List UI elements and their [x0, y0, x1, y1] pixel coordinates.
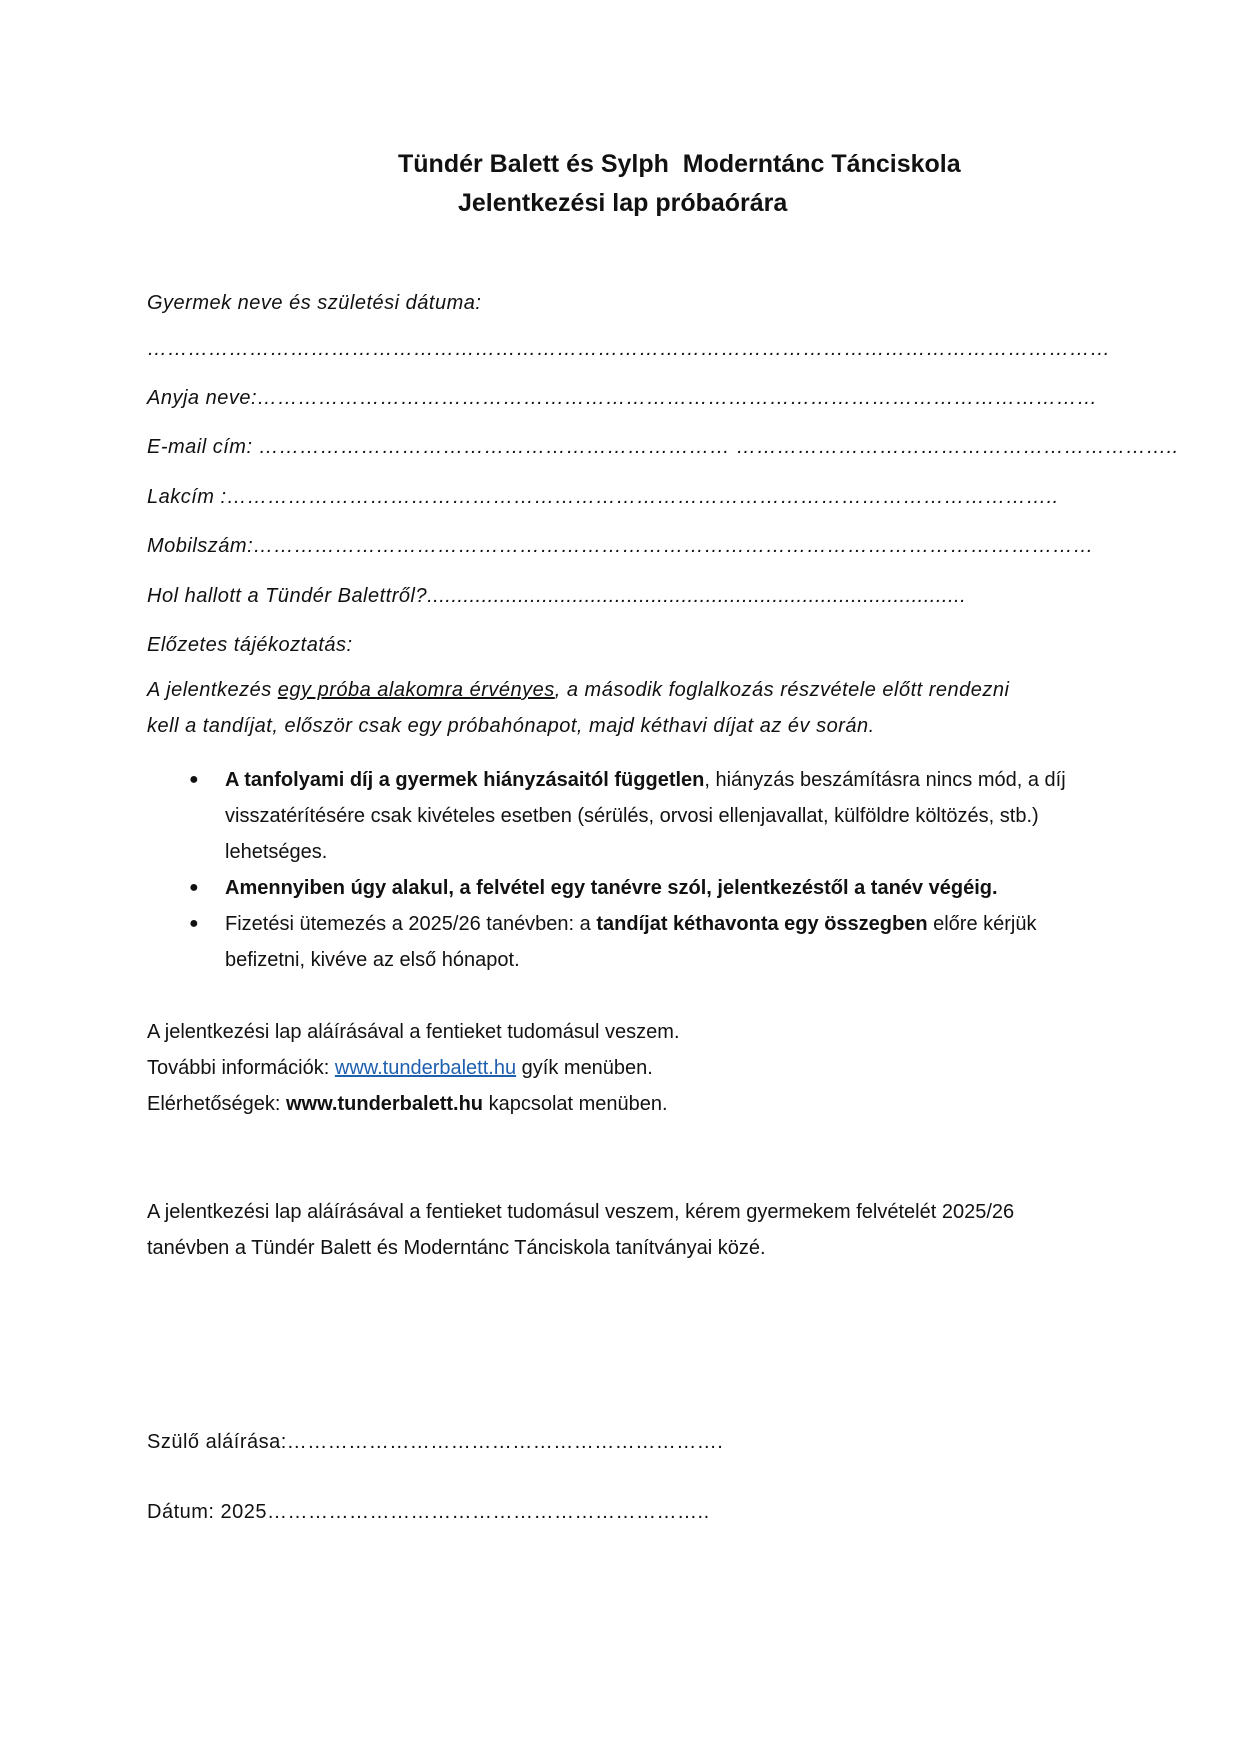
bullet-3-post: előre kérjük befizetni, kivéve az első hónapot.	[225, 913, 1037, 971]
intro-part1: A jelentkezés	[147, 679, 278, 701]
child-name-label: Gyermek neve és születési dátuma:	[147, 292, 482, 314]
bullet-3-bold: tandíjat kéthavonta egy összegben	[596, 913, 928, 935]
info-line-3-pre: Elérhetőségek:	[147, 1093, 286, 1115]
date-label: Dátum: 2025	[147, 1501, 268, 1523]
child-name-field[interactable]: ……………………………………………………………………………………………………………………………	[147, 338, 1111, 360]
parent-signature-label: Szülő aláírása:	[147, 1431, 287, 1453]
mother-name-field[interactable]: ……………………………………………………………………………………………………………	[257, 387, 1098, 409]
prelim-info-label: Előzetes tájékoztatás:	[147, 634, 353, 656]
bullet-icon: ●	[189, 771, 199, 788]
bullet-icon: ●	[189, 879, 199, 896]
info-line-3-post: kapcsolat menüben.	[483, 1093, 668, 1115]
mobile-field[interactable]: ……………………………………………………………………………………………………………	[253, 535, 1094, 557]
heard-from-field[interactable]: .........................................................................................	[427, 585, 967, 607]
intro-line-2: kell a tandíjat, először csak egy próbahónapot, majd kéthavi díjat az év során.	[147, 715, 875, 737]
parent-signature-field[interactable]: ……………………………………………………….	[286, 1431, 724, 1453]
terms-list	[147, 762, 1107, 978]
info-line-2-post: gyík menüben.	[516, 1057, 653, 1079]
bullet-3-pre: Fizetési ütemezés a 2025/26 tanévben: a	[225, 913, 597, 935]
page-subtitle: Jelentkezési lap próbaórára	[458, 189, 788, 217]
info-block	[147, 1014, 1107, 1122]
bullet-icon: ●	[189, 915, 199, 932]
list-item	[147, 762, 1107, 870]
parent-signature-row	[147, 1431, 723, 1454]
consent-paragraph: A jelentkezési lap aláírásával a fentieket tudomásul veszem, kérem gyermekem felvételét 2025/26 tanévben a Tündér Balett és Moderntánc Tánciskola tanítványai közé.	[147, 1201, 1015, 1259]
address-label: Lakcím :	[147, 486, 227, 508]
bullet-1-text: , hiányzás beszámításra nincs mód, a díj visszatérítésére csak kivételes esetben (sérülés, orvosi ellenjavallat, külföldre költözés, stb.) lehetséges.	[225, 769, 1066, 863]
address-field[interactable]: …………………………………………………………………………………………………………..	[226, 486, 1059, 508]
intro-line-1	[147, 679, 1010, 702]
date-row	[147, 1501, 710, 1524]
mother-name-row	[147, 387, 1098, 410]
bullet-2-bold: Amennyiben úgy alakul, a felvétel egy tanévre szól, jelentkezéstől a tanév végéig.	[225, 877, 998, 899]
list-item	[147, 870, 1107, 906]
email-row	[147, 436, 1179, 459]
bullet-1-bold: A tanfolyami díj a gyermek hiányzásaitól független	[225, 769, 705, 791]
address-row	[147, 486, 1059, 509]
list-item	[147, 906, 1107, 978]
faq-link[interactable]: www.tunderbalett.hu	[334, 1057, 517, 1079]
email-label: E-mail cím:	[147, 436, 259, 458]
info-line-2	[147, 1050, 1107, 1086]
page-title: Tündér Balett és Sylph Moderntánc Tánciskola	[398, 150, 961, 178]
heard-from-label: Hol hallott a Tündér Balettről?	[147, 585, 428, 607]
info-line-1: A jelentkezési lap aláírásával a fentieket tudomásul veszem.	[147, 1021, 680, 1043]
contact-url: www.tunderbalett.hu	[285, 1093, 484, 1115]
mobile-row	[147, 535, 1094, 558]
info-line-3	[147, 1086, 1107, 1122]
mobile-label: Mobilszám:	[147, 535, 254, 557]
email-field[interactable]: …………………………………………………………… ………………………………………………………..	[258, 436, 1179, 458]
heard-from-row	[147, 585, 966, 608]
date-field[interactable]: ………………………………………………………..	[267, 1501, 710, 1523]
intro-underlined: egy próba alakomra érvényes	[277, 679, 555, 701]
intro-part2: , a második foglalkozás részvétele előtt rendezni	[554, 679, 1010, 701]
mother-name-label: Anyja neve:	[147, 387, 258, 409]
info-line-2-pre: További információk:	[147, 1057, 335, 1079]
